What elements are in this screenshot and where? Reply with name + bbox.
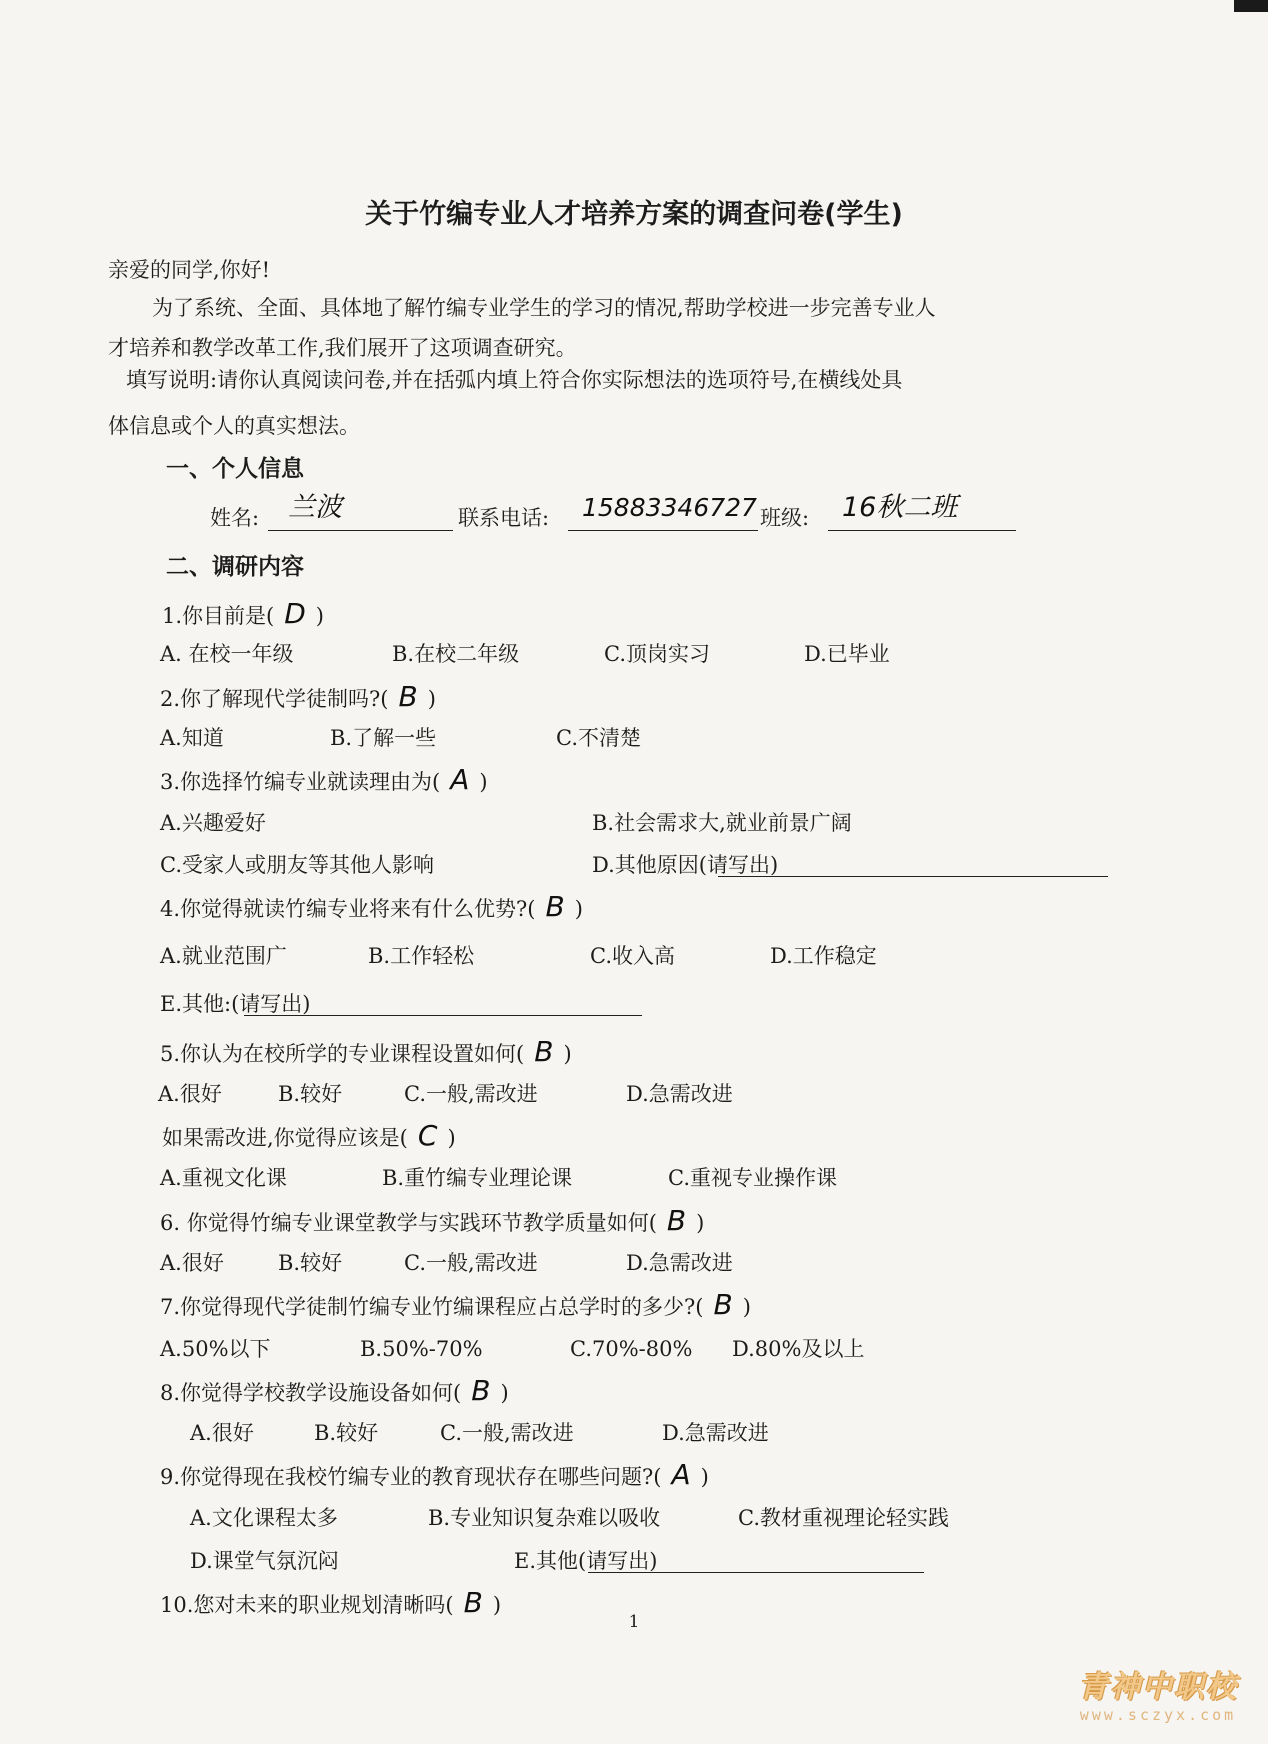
watermark-logo bbox=[1078, 1662, 1238, 1724]
q4-option-d: D.工作稳定 bbox=[770, 944, 877, 968]
watermark-url: www.sczyx.com bbox=[1079, 1706, 1237, 1724]
phone-value: 15883346727 bbox=[582, 493, 757, 522]
q3-option-a: A.兴趣爱好 bbox=[160, 811, 266, 835]
q9-option-d: D.课堂气氛沉闷 bbox=[190, 1549, 339, 1573]
page-number: 1 bbox=[628, 1612, 640, 1632]
answer-10: B bbox=[463, 1586, 483, 1619]
q8-option-b: B.较好 bbox=[314, 1421, 379, 1445]
q3-other-underline bbox=[718, 876, 1108, 877]
intro-line-1: 为了系统、全面、具体地了解竹编专业学生的学习的情况,帮助学校进一步完善专业人 bbox=[152, 296, 936, 320]
q6-option-a: A.很好 bbox=[160, 1251, 224, 1275]
q8-option-a: A.很好 bbox=[190, 1421, 254, 1445]
answer-9: A bbox=[671, 1458, 691, 1491]
name-underline bbox=[268, 530, 453, 531]
class-value: 16秋二班 bbox=[842, 492, 958, 523]
answer-2: B bbox=[398, 680, 418, 713]
phone-underline bbox=[568, 530, 758, 531]
q5-sub-option-c: C.重视专业操作课 bbox=[668, 1166, 837, 1190]
answer-5-followup: C bbox=[417, 1119, 438, 1152]
name-value: 兰波 bbox=[288, 492, 342, 523]
q1-option-a: A. 在校一年级 bbox=[160, 642, 294, 666]
q1-option-d: D.已毕业 bbox=[804, 642, 890, 666]
intro-line-2: 才培养和教学改革工作,我们展开了这项调查研究。 bbox=[108, 336, 577, 360]
q1-option-c: C.顶岗实习 bbox=[604, 642, 710, 666]
q9-option-b: B.专业知识复杂难以吸收 bbox=[428, 1506, 661, 1530]
question-10: 10.您对未来的职业规划清晰吗( B ) bbox=[160, 1586, 502, 1619]
answer-8: B bbox=[471, 1374, 491, 1407]
q6-option-c: C.一般,需改进 bbox=[404, 1251, 538, 1275]
q5-option-b: B.较好 bbox=[278, 1082, 343, 1106]
name-label: 姓名: bbox=[210, 506, 260, 530]
question-6: 6. 你觉得竹编专业课堂教学与实践环节教学质量如何( B ) bbox=[160, 1204, 705, 1237]
q6-option-b: B.较好 bbox=[278, 1251, 343, 1275]
q4-option-b: B.工作轻松 bbox=[368, 944, 475, 968]
instruction-line-1: 填写说明:请你认真阅读问卷,并在括弧内填上符合你实际想法的选项符号,在横线处具 bbox=[126, 368, 903, 392]
q8-option-c: C.一般,需改进 bbox=[440, 1421, 574, 1445]
question-7: 7.你觉得现代学徒制竹编专业竹编课程应占总学时的多少?( B ) bbox=[160, 1288, 751, 1321]
instruction-line-2: 体信息或个人的真实想法。 bbox=[108, 414, 360, 438]
q9-option-c: C.教材重视理论轻实践 bbox=[738, 1506, 949, 1530]
question-8: 8.你觉得学校教学设施设备如何( B ) bbox=[160, 1374, 509, 1407]
question-2: 2.你了解现代学徒制吗?( B ) bbox=[160, 680, 436, 713]
q5-option-d: D.急需改进 bbox=[626, 1082, 733, 1106]
q9-option-a: A.文化课程太多 bbox=[190, 1506, 338, 1530]
question-5-followup: 如果需改进,你觉得应该是( C ) bbox=[162, 1119, 456, 1152]
answer-1: D bbox=[284, 597, 306, 630]
q1-option-b: B.在校二年级 bbox=[392, 642, 520, 666]
question-3: 3.你选择竹编专业就读理由为( A ) bbox=[160, 763, 488, 796]
phone-label: 联系电话: bbox=[458, 506, 550, 530]
q7-option-b: B.50%-70% bbox=[360, 1337, 483, 1361]
q6-option-d: D.急需改进 bbox=[626, 1251, 733, 1275]
q7-option-a: A.50%以下 bbox=[160, 1337, 271, 1361]
watermark-logo-text: 青神中职校 bbox=[1078, 1670, 1238, 1705]
answer-6: B bbox=[666, 1204, 687, 1237]
q9-option-e: E.其他(请写出) bbox=[514, 1549, 658, 1573]
answer-5: B bbox=[534, 1035, 554, 1068]
q5-option-c: C.一般,需改进 bbox=[404, 1082, 538, 1106]
page-title: 关于竹编专业人才培养方案的调查问卷(学生) bbox=[365, 199, 903, 230]
q5-option-a: A.很好 bbox=[158, 1082, 222, 1106]
q7-option-d: D.80%及以上 bbox=[732, 1337, 865, 1361]
question-5: 5.你认为在校所学的专业课程设置如何( B ) bbox=[160, 1035, 572, 1068]
question-9: 9.你觉得现在我校竹编专业的教育现状存在哪些问题?( A ) bbox=[160, 1458, 709, 1491]
q9-other-underline bbox=[588, 1572, 924, 1573]
q8-option-d: D.急需改进 bbox=[662, 1421, 769, 1445]
answer-7: B bbox=[713, 1288, 733, 1321]
class-underline bbox=[828, 530, 1016, 531]
q7-option-c: C.70%-80% bbox=[570, 1337, 693, 1361]
q2-option-c: C.不清楚 bbox=[556, 726, 641, 750]
section-personal-info: 一、个人信息 bbox=[166, 456, 304, 482]
class-label: 班级: bbox=[760, 506, 810, 530]
q3-option-d: D.其他原因(请写出) bbox=[592, 853, 779, 877]
greeting: 亲爱的同学,你好! bbox=[108, 258, 271, 282]
q5-sub-option-a: A.重视文化课 bbox=[160, 1166, 287, 1190]
q3-option-c: C.受家人或朋友等其他人影响 bbox=[160, 853, 434, 877]
section-survey-content: 二、调研内容 bbox=[166, 554, 304, 580]
question-4: 4.你觉得就读竹编专业将来有什么优势?( B ) bbox=[160, 890, 583, 923]
answer-3: A bbox=[450, 763, 470, 796]
q4-option-a: A.就业范围广 bbox=[160, 944, 287, 968]
q4-option-e: E.其他:(请写出) bbox=[160, 992, 311, 1016]
q4-option-c: C.收入高 bbox=[590, 944, 675, 968]
answer-4: B bbox=[545, 890, 565, 923]
q4-other-underline bbox=[244, 1015, 642, 1016]
q3-option-b: B.社会需求大,就业前景广阔 bbox=[592, 811, 852, 835]
q2-option-b: B.了解一些 bbox=[330, 726, 437, 750]
q5-sub-option-b: B.重竹编专业理论课 bbox=[382, 1166, 573, 1190]
question-1: 1.你目前是( D ) bbox=[162, 597, 324, 630]
q2-option-a: A.知道 bbox=[160, 726, 224, 750]
